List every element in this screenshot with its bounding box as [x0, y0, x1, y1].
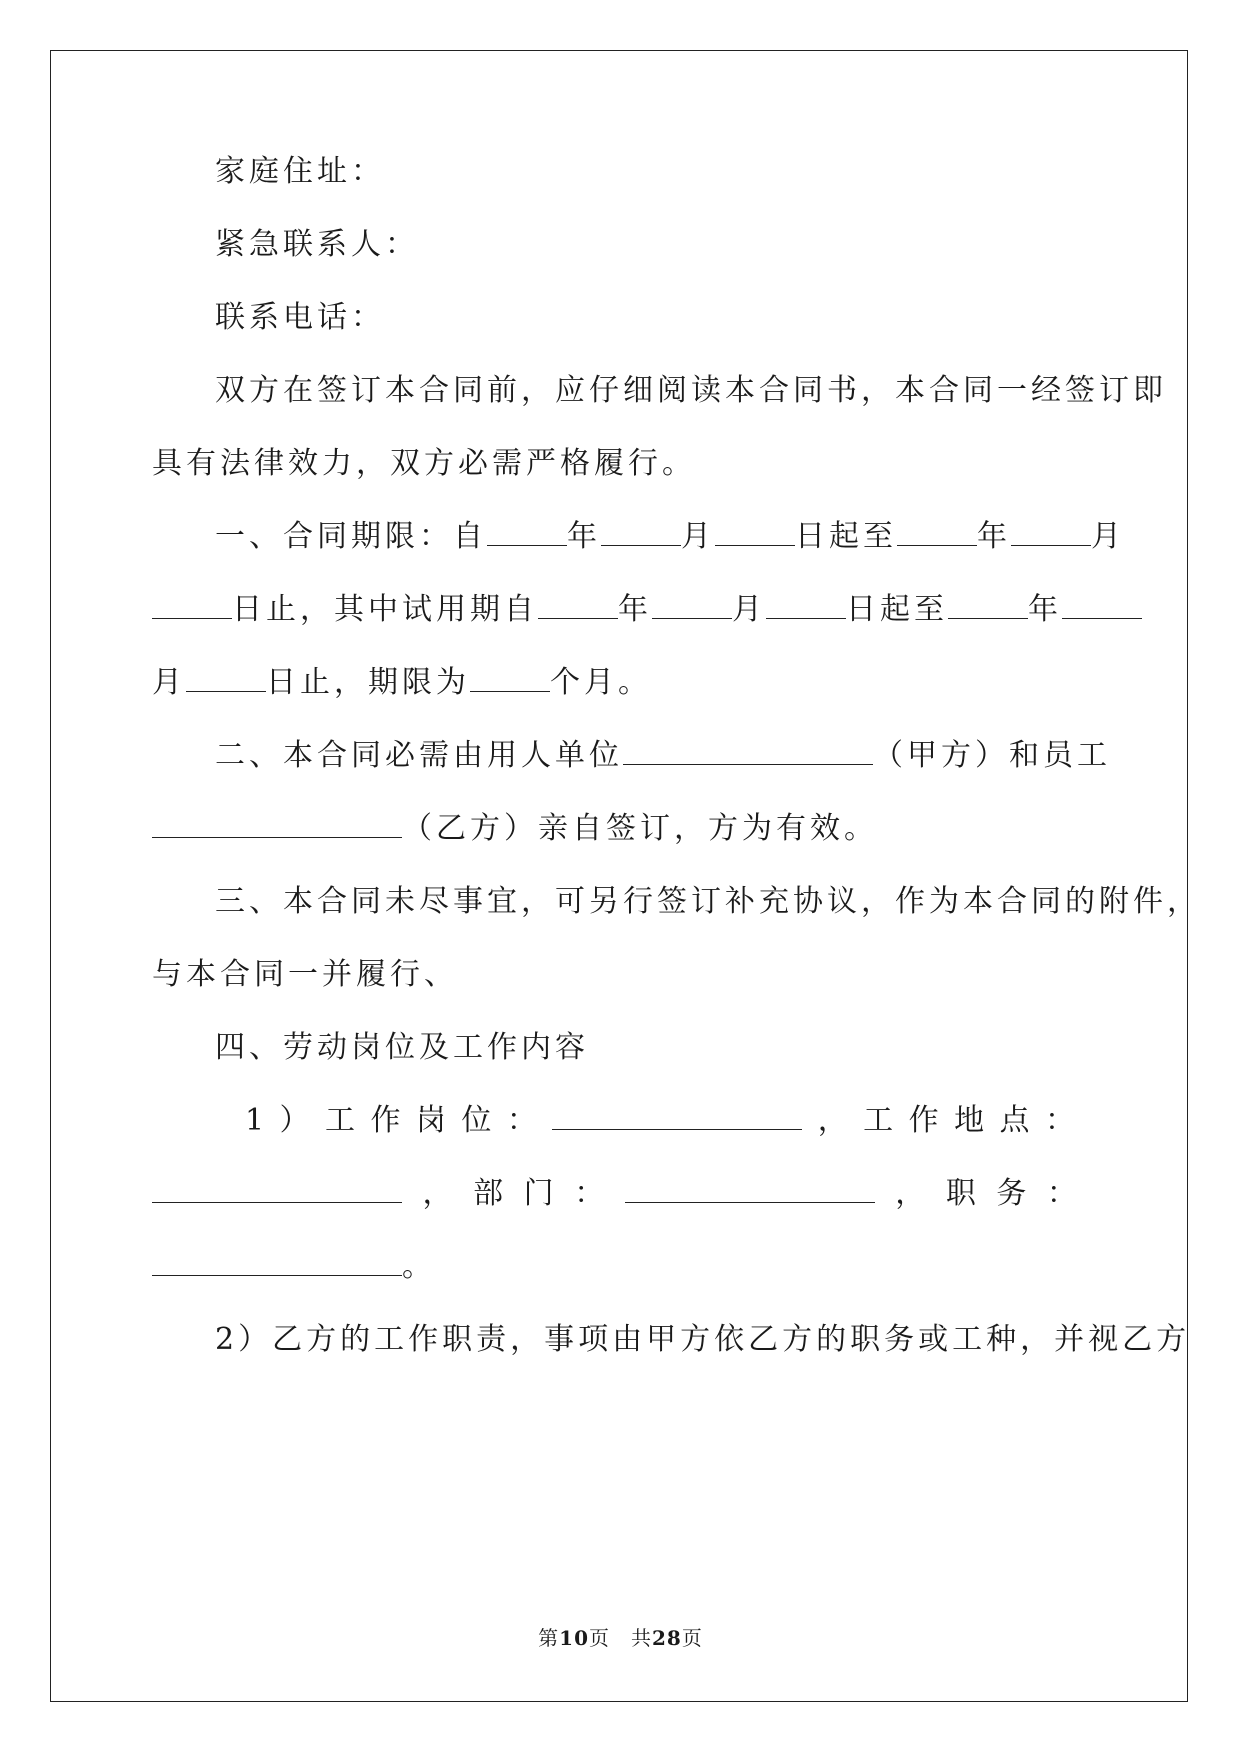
employer-blank[interactable] — [623, 738, 873, 765]
post-label-char: 位 — [461, 1103, 492, 1138]
period: 。 — [402, 1249, 436, 1284]
dept-label-char: ： — [574, 1176, 605, 1211]
employer-text: 二、本合同必需由用人单位 — [215, 738, 623, 773]
post-label-char: 作 — [370, 1103, 401, 1138]
day-blank[interactable] — [715, 519, 795, 546]
place-label-char: 工 — [863, 1103, 894, 1138]
post-label-char: ） — [279, 1103, 310, 1138]
job-heading: 四、劳动岗位及工作内容 — [215, 1030, 589, 1065]
post-label-char: 岗 — [415, 1103, 446, 1138]
sign-line-1 — [215, 736, 1155, 776]
duty-label-char: ： — [1046, 1176, 1077, 1211]
supplement-line-1: 三、本合同未尽事宜，可另行签订补充协议，作为本合同的附件， — [215, 884, 1201, 919]
duty-label-char: 务 — [996, 1176, 1027, 1211]
page-number-footer — [0, 1622, 1241, 1651]
end-month-blank[interactable] — [1011, 519, 1091, 546]
place-label-char: 作 — [908, 1103, 939, 1138]
post-label-char: 1 — [245, 1103, 265, 1138]
term-label: 一、合同期限：自 — [215, 519, 487, 554]
footer-suffix: 页 — [681, 1626, 703, 1650]
supplement-line-2: 与本合同一并履行、 — [152, 957, 458, 992]
place-label-char: 地 — [954, 1103, 985, 1138]
party-a-text: （甲方）和员工 — [873, 738, 1111, 773]
month-blank[interactable] — [601, 519, 681, 546]
place-blank[interactable] — [152, 1176, 402, 1203]
dept-blank[interactable] — [625, 1176, 875, 1203]
party-b-text: （乙方）亲自签订，方为有效。 — [402, 811, 878, 846]
comma: ， — [422, 1176, 453, 1211]
month-unit: 月 — [681, 519, 715, 554]
job-duty-text: 2）乙方的工作职责，事项由甲方依乙方的职务或工种，并视乙方 — [215, 1322, 1191, 1357]
end-year-unit: 年 — [977, 519, 1011, 554]
job-post-line — [245, 1101, 1075, 1141]
place-label-char: ： — [1044, 1103, 1075, 1138]
months-suffix: 个月。 — [550, 665, 652, 700]
footer-mid: 页 共 — [589, 1626, 652, 1650]
term-line-1 — [215, 517, 1155, 557]
total-pages: 28 — [652, 1626, 682, 1650]
sign-line-2 — [152, 809, 1092, 849]
probation-end-year-unit: 年 — [1028, 592, 1062, 627]
duration-text: 日止，期限为 — [266, 665, 470, 700]
end-month-unit: 月 — [1091, 519, 1125, 554]
home-address-label: 家庭住址： — [215, 154, 385, 189]
end-day-blank[interactable] — [152, 592, 232, 619]
footer-prefix: 第 — [538, 1626, 560, 1650]
dept-label-char: 门 — [523, 1176, 554, 1211]
comma: ， — [895, 1176, 926, 1211]
post-blank[interactable] — [552, 1103, 802, 1130]
dept-label-char: 部 — [473, 1176, 504, 1211]
year-unit: 年 — [567, 519, 601, 554]
emergency-contact-label: 紧急联系人： — [215, 227, 419, 262]
term-line-2 — [152, 590, 1092, 630]
probation-year-blank[interactable] — [538, 592, 618, 619]
probation-year-unit: 年 — [618, 592, 652, 627]
probation-month-blank[interactable] — [652, 592, 732, 619]
probation-end-month-blank[interactable] — [1062, 592, 1142, 619]
probation-end-year-blank[interactable] — [948, 592, 1028, 619]
end-year-blank[interactable] — [897, 519, 977, 546]
year-blank[interactable] — [487, 519, 567, 546]
job-duty-line — [152, 1247, 1092, 1287]
probation-end-day-blank[interactable] — [186, 665, 266, 692]
duty-blank[interactable] — [152, 1249, 402, 1276]
current-page: 10 — [559, 1626, 589, 1650]
post-label-char: ： — [506, 1103, 537, 1138]
term-line-3 — [152, 663, 1092, 703]
day-from-text: 日起至 — [795, 519, 897, 554]
probation-day-from: 日起至 — [846, 592, 948, 627]
duty-label-char: 职 — [945, 1176, 976, 1211]
phone-label: 联系电话： — [215, 300, 385, 335]
duration-blank[interactable] — [470, 665, 550, 692]
probation-month-unit: 月 — [732, 592, 766, 627]
employee-blank[interactable] — [152, 811, 402, 838]
job-dept-line — [152, 1174, 1077, 1214]
intro-line-1: 双方在签订本合同前，应仔细阅读本合同书，本合同一经签订即 — [215, 373, 1167, 408]
place-label-char: 点 — [999, 1103, 1030, 1138]
probation-end-month-unit: 月 — [152, 665, 186, 700]
probation-day-blank[interactable] — [766, 592, 846, 619]
post-label-char: 工 — [325, 1103, 355, 1138]
comma: ， — [817, 1103, 848, 1138]
probation-text: 日止，其中试用期自 — [232, 592, 538, 627]
intro-line-2: 具有法律效力，双方必需严格履行。 — [152, 446, 696, 481]
